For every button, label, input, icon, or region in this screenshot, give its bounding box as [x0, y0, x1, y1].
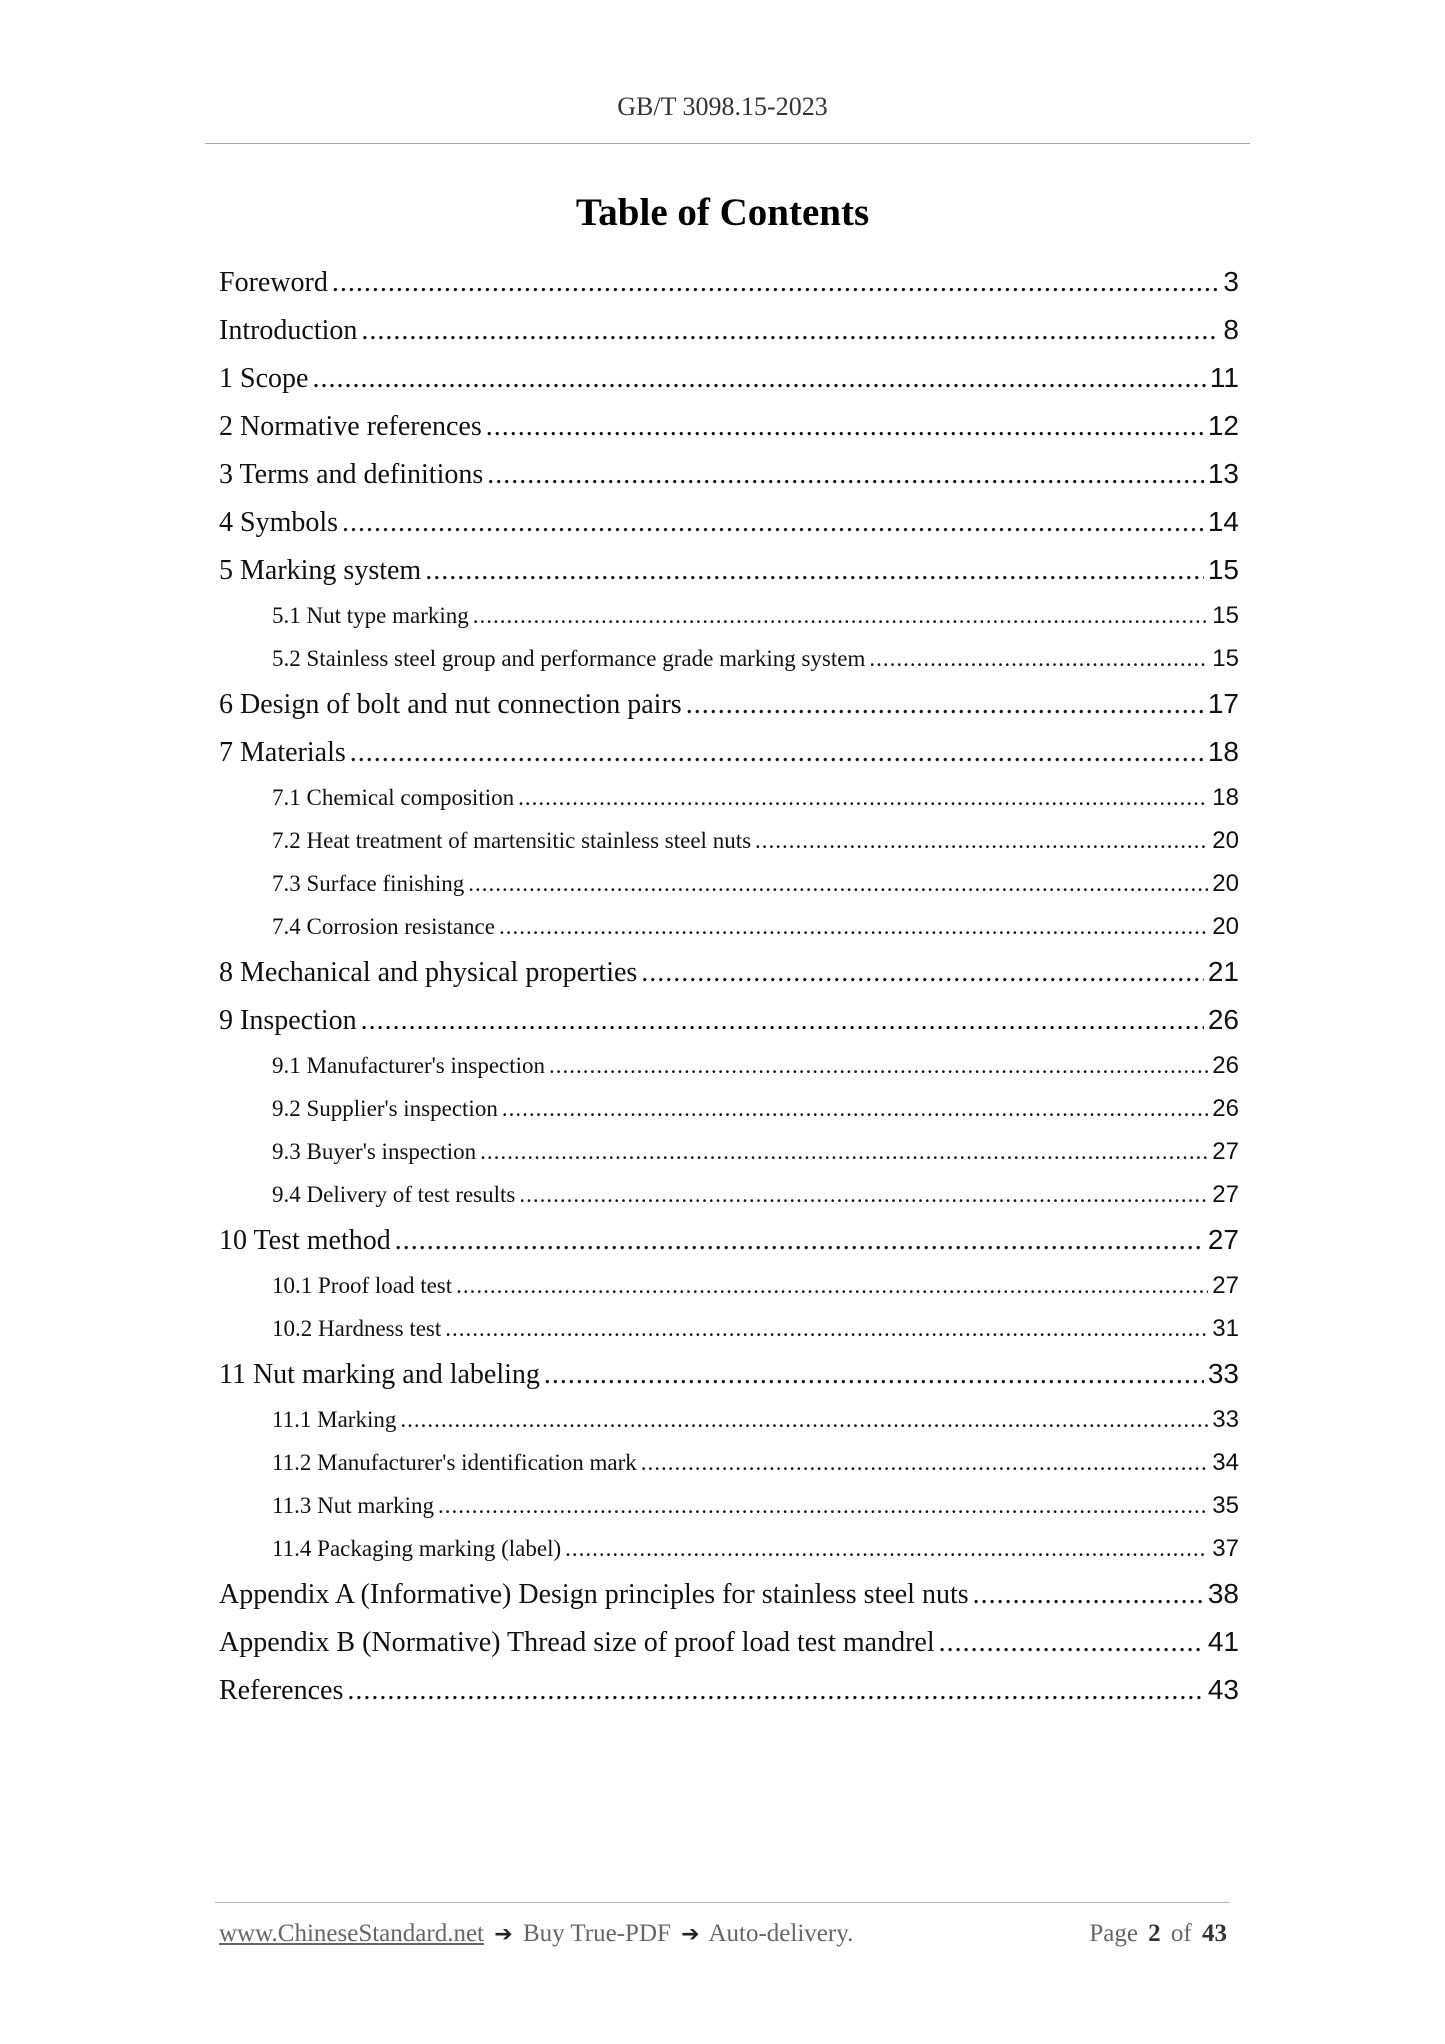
toc-entry-page: 38: [1207, 1578, 1239, 1609]
toc-entry-page: 20: [1212, 913, 1239, 940]
dot-leader: [499, 905, 1208, 948]
toc-entry-page: 14: [1207, 506, 1239, 537]
toc-entry[interactable]: [219, 1666, 1239, 1714]
dot-leader: [468, 862, 1208, 905]
toc-entry-label: 5.1 Nut type marking: [272, 603, 469, 628]
page-word: Page: [1089, 1920, 1138, 1947]
dot-leader: [361, 997, 1204, 1045]
page-of: of: [1170, 1920, 1192, 1947]
dot-leader: [869, 637, 1208, 680]
toc-entry-label: 7.4 Corrosion resistance: [272, 914, 495, 939]
toc-entry-page: 13: [1207, 458, 1239, 489]
toc-entry-page: 35: [1212, 1492, 1239, 1519]
toc-entry-label: 11.2 Manufacturer's identification mark: [272, 1450, 637, 1475]
toc-subentry[interactable]: [219, 637, 1239, 680]
toc-entry-page: 37: [1212, 1535, 1239, 1562]
toc-entry[interactable]: [219, 306, 1239, 354]
toc-entry-label: 10.1 Proof load test: [272, 1273, 453, 1298]
dot-leader: [549, 1044, 1208, 1087]
dot-leader: [395, 1217, 1204, 1265]
toc-entry-label: 5.2 Stainless steel group and performance grade marking system: [272, 646, 866, 671]
dot-leader: [342, 499, 1204, 547]
toc-entry-label: 4 Symbols: [219, 507, 339, 538]
toc-entry[interactable]: [219, 1570, 1239, 1618]
toc-entry-page: 34: [1212, 1449, 1239, 1476]
header-divider: [205, 143, 1250, 144]
toc-entry[interactable]: [219, 1350, 1239, 1398]
toc-entry[interactable]: [219, 450, 1239, 498]
toc-entry[interactable]: [219, 1618, 1239, 1666]
toc-entry-page: 17: [1207, 688, 1239, 719]
toc-entry-page: 26: [1212, 1095, 1239, 1122]
toc-entry-page: 8: [1223, 314, 1239, 345]
toc-entry-page: 15: [1207, 554, 1239, 585]
toc-subentry[interactable]: [219, 594, 1239, 637]
toc-entry-label: 7.1 Chemical composition: [272, 785, 515, 810]
toc-entry-label: 9.4 Delivery of test results: [272, 1182, 516, 1207]
dot-leader: [400, 1398, 1208, 1441]
toc-title: Table of Contents: [575, 191, 870, 234]
table-of-contents: [219, 258, 1239, 1714]
toc-subentry[interactable]: [219, 905, 1239, 948]
toc-subentry[interactable]: [219, 1484, 1239, 1527]
dot-leader: [518, 776, 1208, 819]
toc-subentry[interactable]: [219, 1044, 1239, 1087]
toc-entry-page: 27: [1212, 1138, 1239, 1165]
toc-subentry[interactable]: [219, 1398, 1239, 1441]
toc-entry-label: Introduction: [219, 315, 358, 346]
dot-leader: [486, 403, 1204, 451]
toc-entry-page: 31: [1212, 1315, 1239, 1342]
toc-entry-page: 33: [1212, 1406, 1239, 1433]
dot-leader: [347, 1667, 1203, 1715]
toc-entry-page: 15: [1212, 602, 1239, 629]
toc-entry-page: 15: [1212, 645, 1239, 672]
toc-entry-label: 7.3 Surface finishing: [272, 871, 465, 896]
page-indicator: [1089, 1920, 1231, 1948]
toc-entry-label: 8 Mechanical and physical properties: [219, 957, 638, 988]
toc-entry[interactable]: [219, 498, 1239, 546]
toc-subentry[interactable]: [219, 1307, 1239, 1350]
delivery-text: Auto-delivery.: [708, 1920, 854, 1947]
toc-entry-label: 9.2 Supplier's inspection: [272, 1096, 498, 1121]
toc-entry-label: Foreword: [219, 267, 328, 298]
toc-entry-page: 27: [1212, 1181, 1239, 1208]
toc-entry[interactable]: [219, 680, 1239, 728]
toc-entry[interactable]: [219, 402, 1239, 450]
toc-entry-page: 18: [1212, 784, 1239, 811]
toc-entry-label: 11.4 Packaging marking (label): [272, 1536, 562, 1561]
toc-subentry[interactable]: [219, 1173, 1239, 1216]
toc-entry-label: 10 Test method: [219, 1225, 391, 1256]
footer-divider: [215, 1902, 1230, 1903]
toc-entry-page: 20: [1212, 827, 1239, 854]
dot-leader: [425, 547, 1204, 595]
dot-leader: [641, 1441, 1209, 1484]
toc-entry[interactable]: [219, 258, 1239, 306]
dot-leader: [973, 1571, 1204, 1619]
footer-promo: [219, 1920, 853, 1948]
dot-leader: [332, 259, 1220, 307]
dot-leader: [755, 819, 1208, 862]
toc-subentry[interactable]: [219, 776, 1239, 819]
toc-entry-label: 3 Terms and definitions: [219, 459, 484, 490]
dot-leader: [519, 1173, 1208, 1216]
toc-entry-label: 7.2 Heat treatment of martensitic stainless steel nuts: [272, 828, 752, 853]
toc-entry-page: 26: [1212, 1052, 1239, 1079]
total-pages: 43: [1202, 1920, 1227, 1947]
document-id-header: GB/T 3098.15-2023: [617, 92, 828, 121]
dot-leader: [445, 1307, 1208, 1350]
dot-leader: [565, 1527, 1208, 1570]
toc-subentry[interactable]: [219, 1130, 1239, 1173]
right-arrow-icon: ➔: [681, 1922, 700, 1947]
toc-entry-label: 9.3 Buyer's inspection: [272, 1139, 477, 1164]
dot-leader: [312, 355, 1205, 403]
dot-leader: [502, 1087, 1208, 1130]
toc-entry-label: 5 Marking system: [219, 555, 422, 586]
dot-leader: [487, 451, 1204, 499]
toc-subentry[interactable]: [219, 1087, 1239, 1130]
toc-entry-label: Appendix B (Normative) Thread size of proof load test mandrel: [219, 1627, 935, 1658]
toc-subentry[interactable]: [219, 1441, 1239, 1484]
site-link[interactable]: www.ChineseStandard.net: [219, 1920, 484, 1947]
toc-entry-label: 9 Inspection: [219, 1005, 357, 1036]
dot-leader: [350, 729, 1204, 777]
current-page: 2: [1148, 1920, 1161, 1947]
toc-entry-page: 27: [1212, 1272, 1239, 1299]
toc-entry-page: 20: [1212, 870, 1239, 897]
dot-leader: [641, 949, 1204, 997]
toc-entry-page: 21: [1207, 956, 1239, 987]
toc-entry[interactable]: [219, 728, 1239, 776]
toc-entry-label: 9.1 Manufacturer's inspection: [272, 1053, 546, 1078]
dot-leader: [939, 1619, 1204, 1667]
dot-leader: [361, 307, 1219, 355]
toc-entry[interactable]: [219, 354, 1239, 402]
page-footer: [219, 1920, 1231, 1960]
toc-entry-label: 1 Scope: [219, 363, 309, 394]
toc-entry-page: 3: [1223, 266, 1239, 297]
toc-entry[interactable]: [219, 996, 1239, 1044]
toc-entry[interactable]: [219, 948, 1239, 996]
dot-leader: [438, 1484, 1208, 1527]
toc-entry-label: 11 Nut marking and labeling: [219, 1359, 540, 1390]
toc-entry-label: 7 Materials: [219, 737, 346, 768]
toc-entry[interactable]: [219, 546, 1239, 594]
dot-leader: [473, 594, 1209, 637]
dot-leader: [456, 1264, 1208, 1307]
toc-entry-page: 26: [1207, 1004, 1239, 1035]
toc-entry-page: 11: [1209, 362, 1239, 393]
toc-entry-page: 43: [1207, 1674, 1239, 1705]
toc-entry-label: 6 Design of bolt and nut connection pairs: [219, 689, 682, 720]
toc-entry-label: 11.1 Marking: [272, 1407, 397, 1432]
toc-subentry[interactable]: [219, 1264, 1239, 1307]
buy-text: Buy True-PDF: [522, 1920, 671, 1947]
toc-entry-page: 27: [1207, 1224, 1239, 1255]
toc-subentry[interactable]: [219, 1527, 1239, 1570]
toc-subentry[interactable]: [219, 819, 1239, 862]
toc-entry-label: 2 Normative references: [219, 411, 482, 442]
toc-entry-page: 12: [1207, 410, 1239, 441]
dot-leader: [544, 1351, 1204, 1399]
toc-entry-label: References: [219, 1675, 344, 1706]
toc-entry-label: Appendix A (Informative) Design principles for stainless steel nuts: [219, 1579, 969, 1610]
toc-entry-page: 41: [1207, 1626, 1239, 1657]
right-arrow-icon: ➔: [494, 1922, 513, 1947]
toc-entry-label: 10.2 Hardness test: [272, 1316, 442, 1341]
dot-leader: [686, 681, 1204, 729]
toc-entry-page: 33: [1207, 1358, 1239, 1389]
dot-leader: [480, 1130, 1208, 1173]
toc-entry[interactable]: [219, 1216, 1239, 1264]
toc-entry-page: 18: [1207, 736, 1239, 767]
toc-subentry[interactable]: [219, 862, 1239, 905]
toc-entry-label: 11.3 Nut marking: [272, 1493, 435, 1518]
